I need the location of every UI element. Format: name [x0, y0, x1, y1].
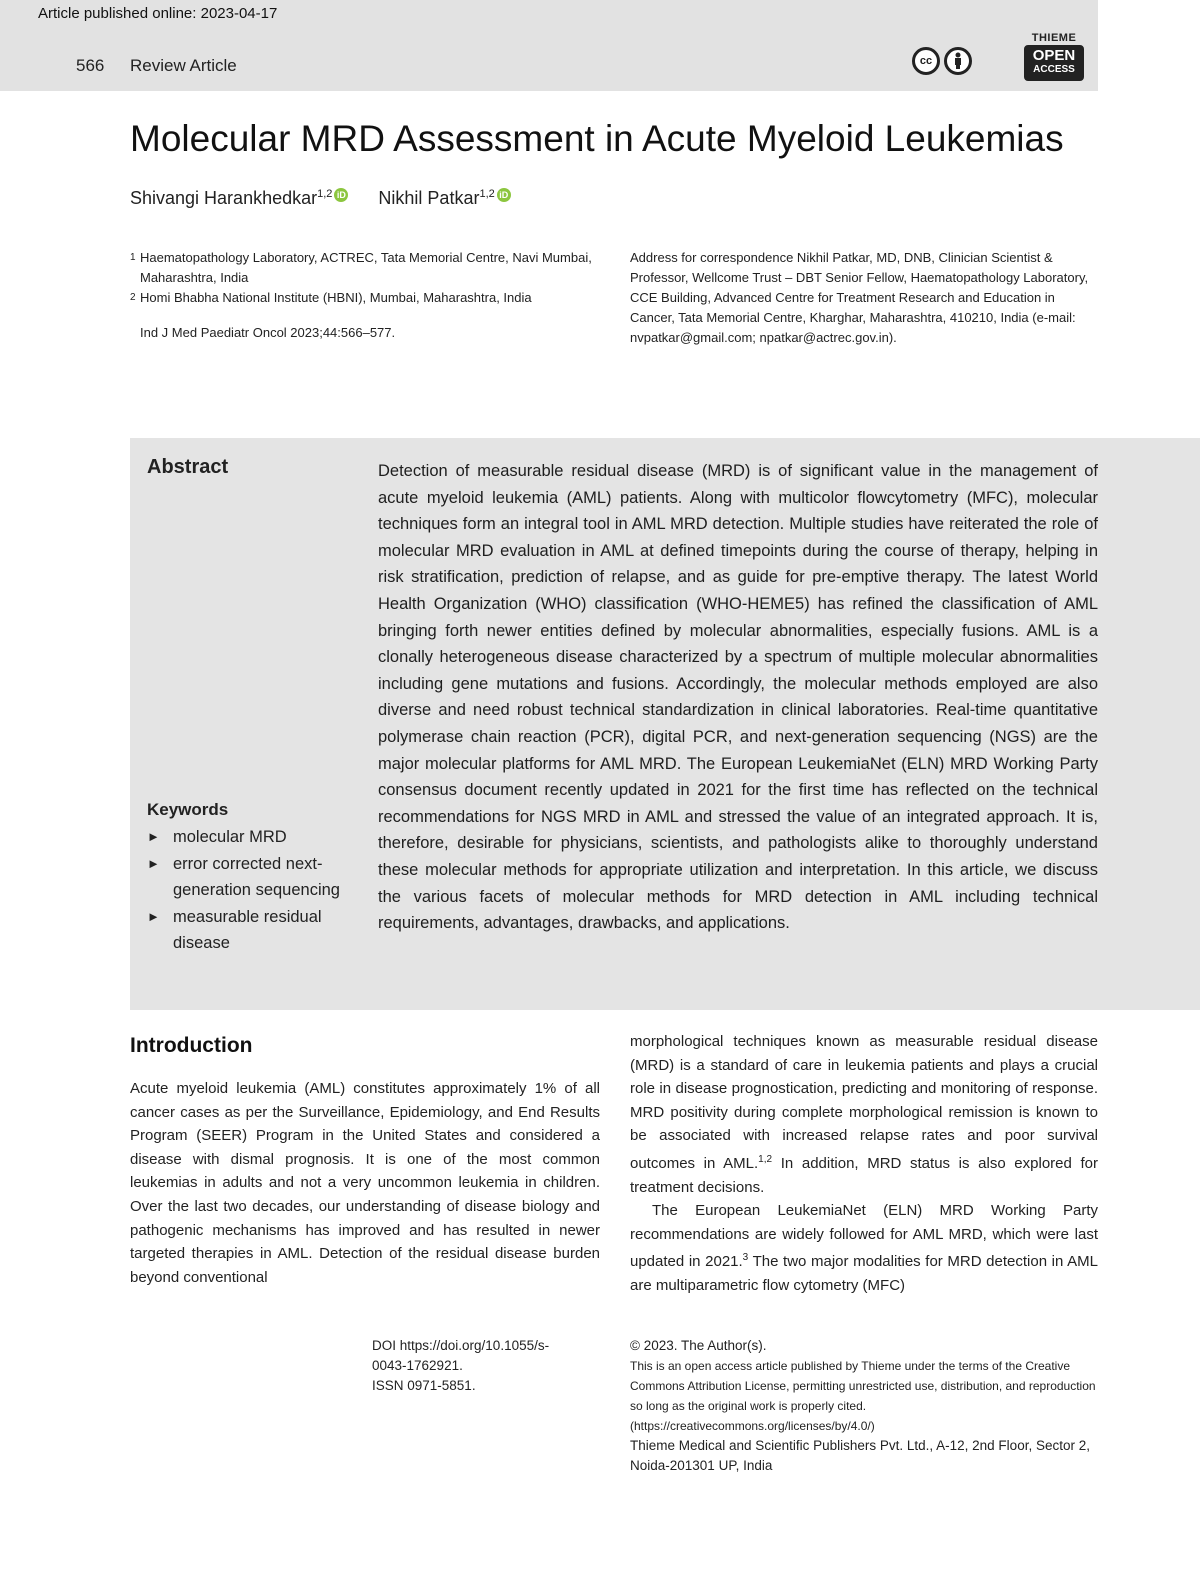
paragraph-text: morphological techniques known as measurable residual disease (MRD) is a standard of care in leukemia patients and plays a crucial role in disease prognostication, predicting and monitoring of response. MRD positivity during complete morphological remission is known to be associated with increased relapse rates and poor survival outcomes in AML.	[630, 1033, 1098, 1172]
orcid-icon[interactable]: iD	[497, 188, 511, 202]
license-block	[630, 1336, 1100, 1476]
doi-block	[372, 1336, 572, 1396]
orcid-icon[interactable]: iD	[334, 188, 348, 202]
keyword-item	[147, 824, 357, 851]
paragraph	[630, 1030, 1098, 1199]
keyword-text: error corrected next-generation sequencing	[173, 854, 340, 900]
journal-citation: Ind J Med Paediatr Oncol 2023;44:566–577.	[140, 325, 396, 340]
author-affiliation-marks: 1,2	[479, 188, 495, 200]
keyword-item	[147, 851, 357, 904]
creative-commons-icon: cc	[912, 47, 940, 75]
affiliations	[130, 248, 610, 308]
paragraph-text: The European LeukemiaNet (ELN) MRD Working Party recommendations are widely followed for AML MRD, which were last updated in 2021.	[630, 1202, 1098, 1271]
affiliation-text: Haematopathology Laboratory, ACTREC, Tata Memorial Centre, Navi Mumbai, Maharashtra, India	[140, 250, 592, 285]
open-text: OPEN	[1032, 47, 1076, 64]
introduction-left-column: Acute myeloid leukemia (AML) constitutes approximately 1% of all cancer cases as per the Surveillance, Epidemiology, and End Results Program (SEER) Program in the United States and considered a disease with dismal prognosis. It is one of the most common leukemias in adults and not a very uncommon leukemia in children. Over the last two decades, our understanding of disease biology and pathogenic mechanisms has improved and has resulted in newer targeted therapies in AML. Detection of the residual disease burden beyond conventional	[130, 1080, 600, 1286]
author-name: Shivangi Harankhedkar	[130, 188, 318, 208]
introduction-heading: Introduction	[130, 1034, 253, 1057]
correspondence-address: Address for correspondence Nikhil Patkar, MD, DNB, Clinician Scientist & Professor, Wellcome Trust – DBT Senior Fellow, Haematopathology Laboratory, CCE Building, Advanced Centre for Treatment Research and Education in Cancer, Tata Memorial Centre, Kharghar, Maharashtra, 410210, India (e-mail: nvpatkar@gmail.com; npatkar@actrec.gov.in).	[630, 250, 1089, 345]
copyright: © 2023. The Author(s).	[630, 1338, 767, 1353]
page-number: 566	[76, 56, 105, 75]
paragraph-text: In addition, MRD status is also explored for treatment decisions.	[630, 1154, 1098, 1196]
affiliation-text: Homi Bhabha National Institute (HBNI), Mumbai, Maharashtra, India	[140, 290, 532, 305]
arrow-bullet-icon: ►	[147, 855, 160, 871]
keyword-item	[147, 904, 357, 957]
arrow-bullet-icon: ►	[147, 829, 160, 844]
paragraph-text: The two major modalities for MRD detection in AML are multiparametric flow cytometry (MFC)	[630, 1253, 1098, 1294]
cc-license-icons	[912, 47, 972, 77]
author-1	[130, 188, 348, 209]
reference-link[interactable]: 1,2	[758, 1153, 773, 1165]
arrow-bullet-icon: ►	[147, 908, 160, 924]
affiliation-number: 1	[130, 252, 136, 263]
open-access-badge	[1024, 45, 1084, 81]
keywords-list	[147, 824, 357, 957]
keywords-heading: Keywords	[147, 800, 229, 819]
keyword-text: molecular MRD	[173, 828, 287, 846]
attribution-icon	[944, 47, 972, 75]
thieme-open-access-logo	[1024, 32, 1084, 88]
issn: ISSN 0971-5851.	[372, 1378, 476, 1393]
doi-link[interactable]: DOI https://doi.org/10.1055/s-0043-1762921.	[372, 1338, 550, 1373]
article-type: Review Article	[130, 56, 237, 75]
access-text: ACCESS	[1033, 64, 1075, 75]
thieme-logo-text: THIEME	[1031, 32, 1077, 44]
article-title: Molecular MRD Assessment in Acute Myeloid Leukemias	[130, 118, 1064, 159]
affiliation-number: 2	[130, 292, 136, 303]
author-2	[378, 188, 510, 209]
reference-link[interactable]: 3	[742, 1252, 749, 1264]
author-name: Nikhil Patkar	[378, 188, 480, 208]
affiliation-item	[130, 248, 610, 288]
published-online-date: Article published online: 2023-04-17	[38, 5, 278, 22]
introduction-right-column	[630, 1030, 1098, 1298]
author-affiliation-marks: 1,2	[317, 188, 333, 200]
affiliation-item	[130, 288, 610, 308]
publisher-address: Thieme Medical and Scientific Publishers Pvt. Ltd., A-12, 2nd Floor, Sector 2, Noida-201301 UP, India	[630, 1438, 1090, 1473]
abstract-text: Detection of measurable residual disease (MRD) is of significant value in the management of acute myeloid leukemia (AML) patients. Along with multicolor flowcytometry (MFC), molecular techniques form an integral tool in AML MRD detection. Multiple studies have reiterated the role of molecular MRD evaluation in AML at defined timepoints during the course of therapy, helping in risk stratification, prediction of relapse, and as guide for pre-emptive therapy. The latest World Health Organization (WHO) classification (WHO-HEME5) has refined the classification of AML bringing forth newer entities defined by molecular abnormalities, especially fusions. AML is a clonally heterogeneous disease characterized by a spectrum of multiple molecular abnormalities including gene mutations and fusions. Accordingly, the molecular methods employed are also diverse and need robust technical standardization in clinical laboratories. Real-time quantitative polymerase chain reaction (PCR), digital PCR, and next-generation sequencing (NGS) are the major molecular platforms for AML MRD. The European LeukemiaNet (ELN) MRD Working Party consensus document recently updated in 2021 for the first time has reflected on the technical recommendations for NGS MRD in AML and stressed the value of an integrated approach. It is, therefore, desirable for physicians, scientists, and pathologists alike to thoroughly understand these molecular methods for appropriate utilization and interpretation. In this article, we discuss the various facets of molecular methods for MRD detection in AML including technical requirements, advantages, drawbacks, and applications.	[378, 462, 1098, 933]
abstract-heading: Abstract	[147, 456, 229, 478]
paragraph	[630, 1199, 1098, 1297]
license-text: This is an open access article published by Thieme under the terms of the Creative Commons Attribution License, permitting unrestricted use, distribution, and reproduction so long as the original work is properly cited. (https://creativecommons.org/licenses/by/4.0/)	[630, 1359, 1096, 1433]
author-list	[130, 188, 511, 209]
keyword-text: measurable residual disease	[173, 907, 322, 953]
